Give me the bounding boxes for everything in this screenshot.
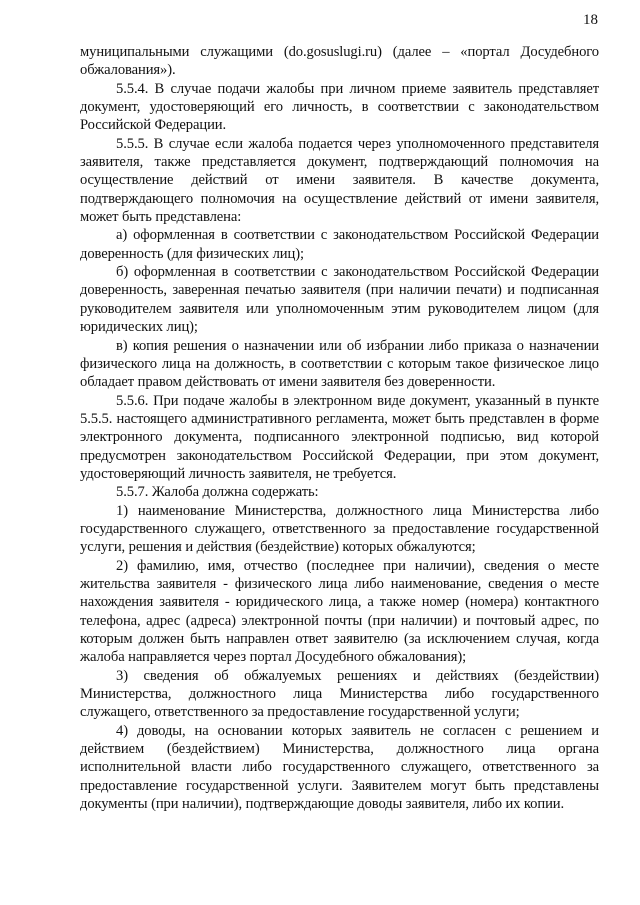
paragraph-item-1: 1) наименование Министерства, должностного лица Министерства либо государственного служащего, ответственного за предоставление государственной услуги, решения и действия (бездействие) которых обжалуются; (80, 502, 599, 556)
paragraph-5-5-5: 5.5.5. В случае если жалоба подается через уполномоченного представителя заявителя, также представляется документ, подтверждающий полномочия на осуществление действий от имени заявителя. В качестве документа, подтверждающего полномочия на осуществление действий от имени заявителя, может быть представлена: (80, 135, 599, 226)
paragraph-item-4: 4) доводы, на основании которых заявитель не согласен с решением и действием (бездействием) Министерства, должностного лица органа исполнительной власти либо государственного служащего, ответственного за предоставление государственной услуги. Заявителем могут быть представлены документы (при наличии), подтверждающие доводы заявителя, либо их копии. (80, 722, 599, 813)
page-number: 18 (583, 12, 598, 28)
paragraph-item-v: в) копия решения о назначении или об избрании либо приказа о назначении физического лица на должность, в соответствии с которым такое физическое лицо обладает правом действовать от имени заявителя без доверенности. (80, 337, 599, 391)
paragraph-portal-continuation: муниципальными служащими (do.gosuslugi.ru) (далее – «портал Досудебного обжалования»). (80, 44, 599, 79)
paragraph-5-5-7: 5.5.7. Жалоба должна содержать: (116, 484, 319, 501)
document-body (80, 43, 599, 813)
paragraph-item-2: 2) фамилию, имя, отчество (последнее при наличии), сведения о месте жительства заявителя - физического лица либо наименование, сведения о месте нахождения заявителя - юридического лица, а также номер (номера) контактного телефона, адрес (адреса) электронной почты (при наличии) и почтовый адрес, по которым должен быть направлен ответ заявителю (за исключением случая, когда жалоба направляется через портал Досудебного обжалования); (80, 557, 599, 666)
paragraph-item-b: б) оформленная в соответствии с законодательством Российской Федерации доверенность, заверенная печатью заявителя (при наличии печати) и подписанная руководителем заявителя или уполномоченным этим руководителем лицом (для юридических лиц); (80, 264, 599, 336)
paragraph-5-5-6: 5.5.6. При подаче жалобы в электронном виде документ, указанный в пункте 5.5.5. настоящего административного регламента, может быть представлен в форме электронного документа, подписанного электронной подписью, вид которой предусмотрен законодательством Российской Федерации, при этом документ, удостоверяющий личность заявителя, не требуется. (80, 392, 599, 482)
paragraph-item-3: 3) сведения об обжалуемых решениях и действиях (бездействии) Министерства, должностного лица Министерства либо государственного служащего, ответственного за предоставление государственной услуги; (80, 667, 599, 721)
paragraph-5-5-4: 5.5.4. В случае подачи жалобы при личном приеме заявитель представляет документ, удостоверяющий его личность, в соответствии с законодательством Российской Федерации. (80, 80, 599, 134)
paragraph-item-a: а) оформленная в соответствии с законодательством Российской Федерации доверенность (для физических лиц); (80, 227, 599, 262)
